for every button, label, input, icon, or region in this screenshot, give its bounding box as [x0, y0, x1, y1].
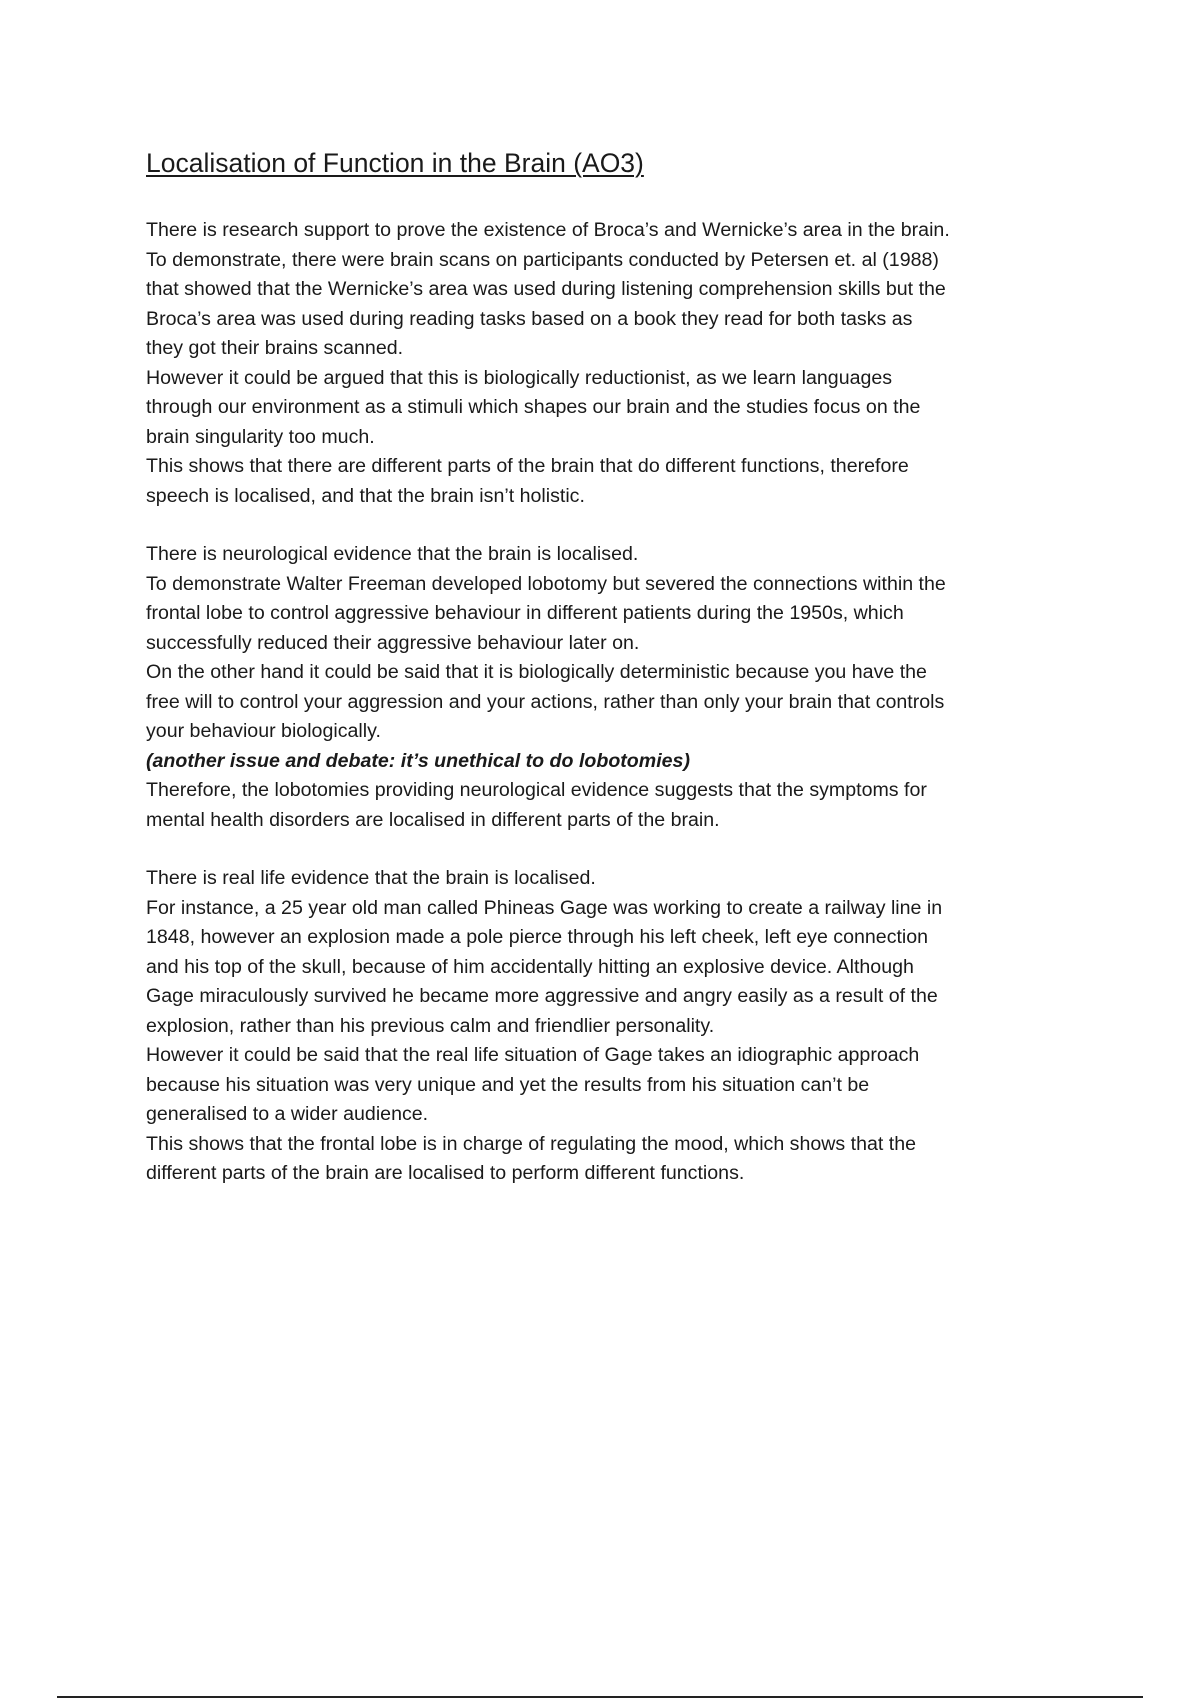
text-line: speech is localised, and that the brain isn’t holistic.: [146, 484, 585, 507]
text-line: that showed that the Wernicke’s area was used during listening comprehension skills but the: [146, 278, 946, 300]
text-line: mental health disorders are localised in different parts of the brain.: [146, 808, 720, 831]
text-line: Therefore, the lobotomies providing neurological evidence suggests that the symptoms for: [146, 779, 927, 801]
text-line: To demonstrate, there were brain scans on participants conducted by Petersen et. al (1988): [146, 248, 939, 271]
text-line: they got their brains scanned.: [146, 337, 404, 359]
text-line: Gage miraculously survived he became more aggressive and angry easily as a result of the: [146, 985, 938, 1007]
text-line: To demonstrate Walter Freeman developed lobotomy but severed the connections within the: [146, 572, 946, 595]
text-line: different parts of the brain are localised to perform different functions.: [146, 1162, 745, 1184]
document-content: [146, 146, 1076, 1218]
text-line: However it could be said that the real life situation of Gage takes an idiographic approach: [146, 1044, 920, 1066]
text-line: and his top of the skull, because of him accidentally hitting an explosive device. Although: [146, 955, 914, 978]
page-bottom-rule: [57, 1696, 1143, 1698]
paragraph-section-1: [146, 216, 1076, 511]
text-line: brain singularity too much.: [146, 425, 375, 448]
text-line: your behaviour biologically.: [146, 720, 381, 742]
text-line: There is neurological evidence that the brain is localised.: [146, 543, 639, 565]
text-line: generalised to a wider audience.: [146, 1103, 429, 1125]
text-line: explosion, rather than his previous calm and friendlier personality.: [146, 1014, 715, 1037]
text-line: frontal lobe to control aggressive behaviour in different patients during the 1950s, which: [146, 602, 904, 624]
text-line: For instance, a 25 year old man called Phineas Gage was working to create a railway line in: [146, 896, 943, 919]
paragraph-section-2: [146, 540, 1076, 835]
text-line: successfully reduced their aggressive behaviour later on.: [146, 631, 640, 654]
text-line: There is research support to prove the existence of Broca’s and Wernicke’s area in the brain.: [146, 219, 950, 241]
document-title: Localisation of Function in the Brain (AO3): [146, 148, 644, 178]
text-line: This shows that there are different parts of the brain that do different functions, therefore: [146, 455, 909, 477]
text-line: because his situation was very unique and yet the results from his situation can’t be: [146, 1073, 870, 1096]
text-line: There is real life evidence that the brain is localised.: [146, 867, 596, 889]
issue-debate-note: (another issue and debate: it’s unethical to do lobotomies): [146, 749, 690, 772]
text-line: However it could be argued that this is biologically reductionist, as we learn languages: [146, 366, 893, 389]
text-line: Broca’s area was used during reading tasks based on a book they read for both tasks as: [146, 307, 913, 330]
document-body: [146, 216, 1076, 1189]
text-line: 1848, however an explosion made a pole pierce through his left cheek, left eye connection: [146, 926, 929, 948]
text-line: This shows that the frontal lobe is in charge of regulating the mood, which shows that the: [146, 1132, 917, 1155]
text-line: On the other hand it could be said that it is biologically deterministic because you have the: [146, 661, 927, 683]
text-line: through our environment as a stimuli which shapes our brain and the studies focus on the: [146, 396, 921, 418]
text-line: free will to control your aggression and your actions, rather than only your brain that controls: [146, 690, 945, 713]
paragraph-section-3: [146, 864, 1076, 1189]
